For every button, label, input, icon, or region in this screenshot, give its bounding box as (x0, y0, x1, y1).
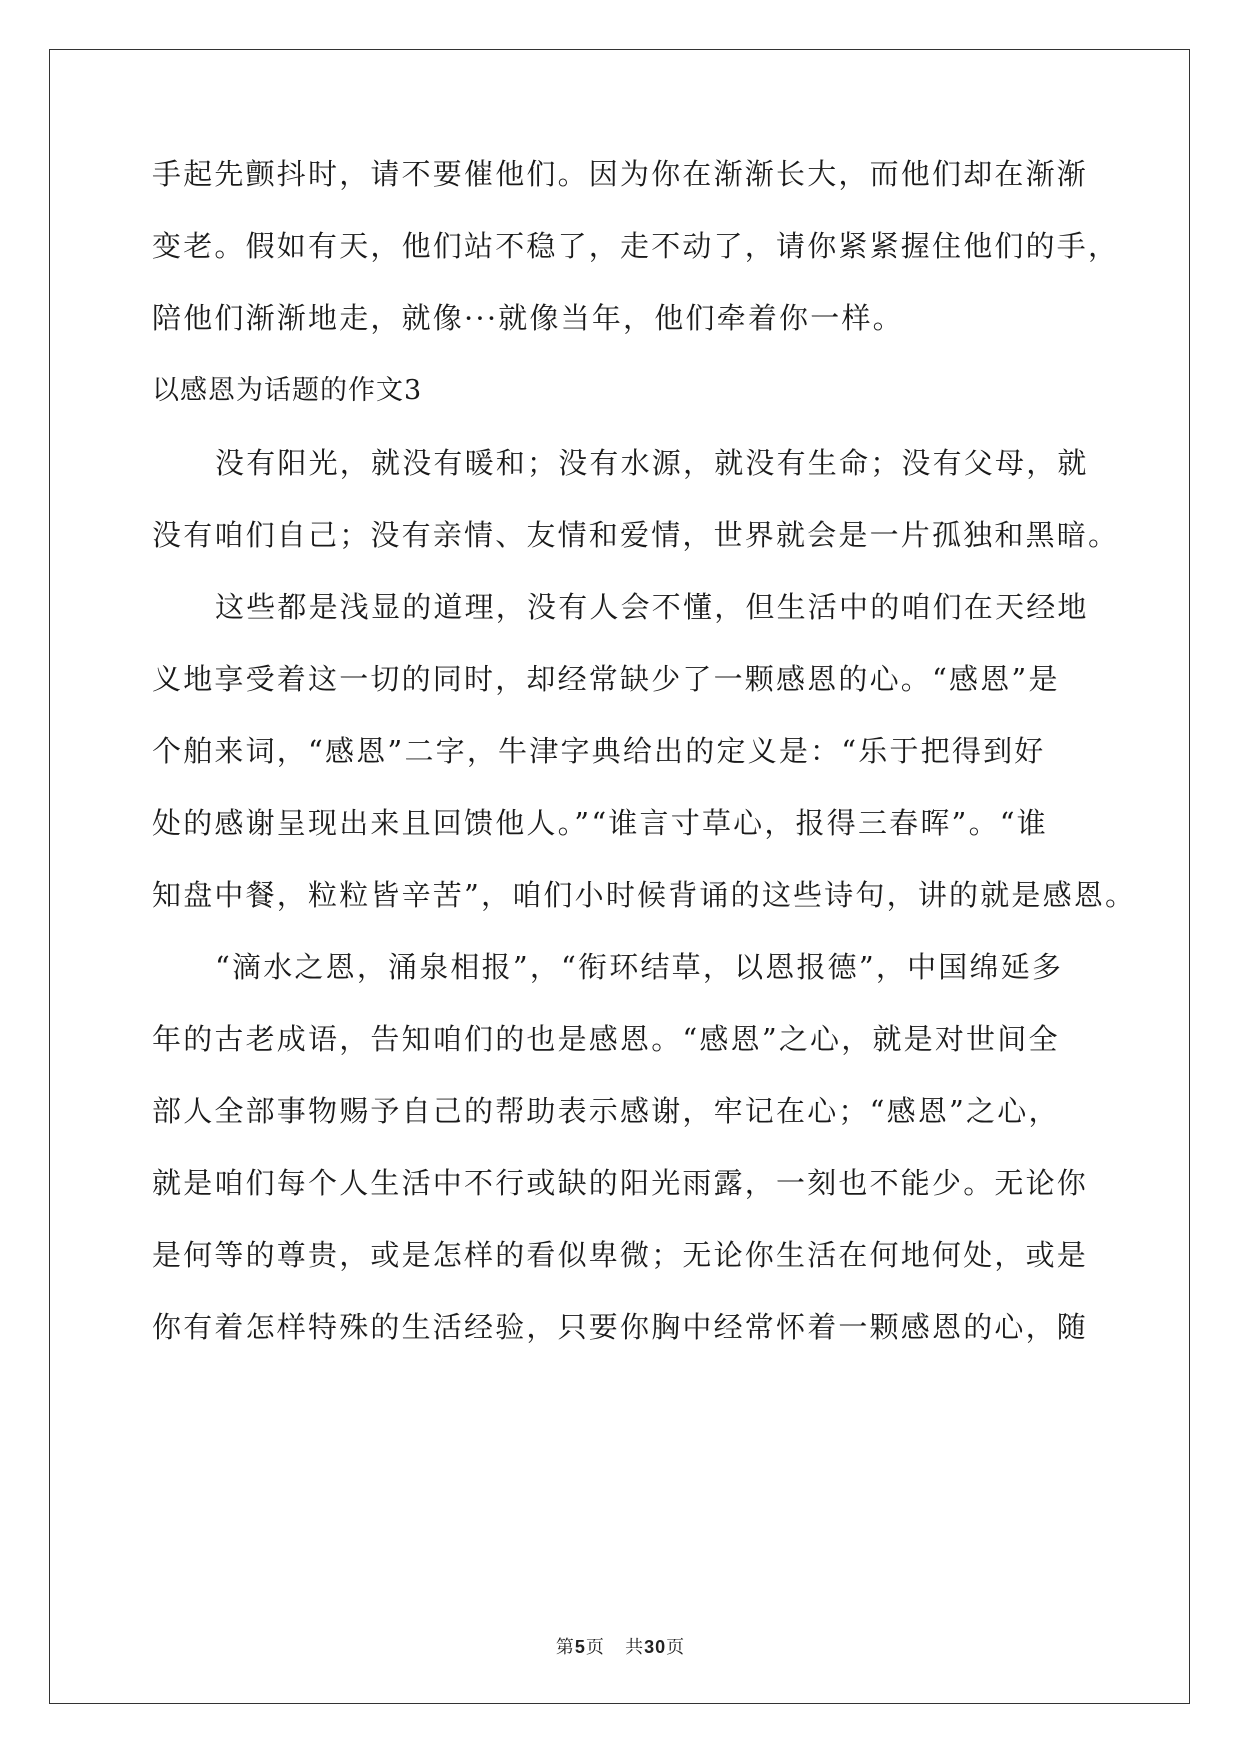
body-text-line: 变老。假如有天，他们站不稳了，走不动了，请你紧紧握住他们的手， (152, 229, 1120, 263)
paragraph-first-line: “滴水之恩，涌泉相报”，“衔环结草，以恩报德”，中国绵延多 (215, 950, 1064, 984)
body-text-line: 你有着怎样特殊的生活经验，只要你胸中经常怀着一颗感恩的心，随 (152, 1310, 1089, 1344)
body-text-line: 年的古老成语，告知咱们的也是感恩。“感恩”之心，就是对世间全 (152, 1022, 1060, 1056)
body-text-line: 是何等的尊贵，或是怎样的看似卑微；无论你生活在何地何处，或是 (152, 1238, 1089, 1272)
footer-total-pages: 30 (644, 1637, 667, 1657)
body-text-line: 就是咱们每个人生活中不行或缺的阳光雨露，一刻也不能少。无论你 (152, 1166, 1089, 1200)
body-text-line: 义地享受着这一切的同时，却经常缺少了一颗感恩的心。“感恩”是 (152, 662, 1060, 696)
footer-page-number: 5 (574, 1637, 586, 1657)
paragraph-first-line: 没有阳光，就没有暖和；没有水源，就没有生命；没有父母，就 (215, 446, 1089, 480)
paragraph-first-line: 这些都是浅显的道理，没有人会不懂，但生活中的咱们在天经地 (215, 590, 1089, 624)
footer-prefix: 第 (555, 1637, 575, 1658)
body-text-line: 处的感谢呈现出来且回馈他人。”“谁言寸草心，报得三春晖”。“谁 (152, 806, 1049, 840)
footer-suffix: 页 (666, 1637, 686, 1658)
section-heading: 以感恩为话题的作文3 (152, 375, 423, 406)
page-footer (0, 1633, 1241, 1659)
footer-middle: 页 共 (585, 1637, 645, 1658)
body-text-line: 陪他们渐渐地走，就像···就像当年，他们牵着你一样。 (152, 301, 904, 335)
body-text-line: 手起先颤抖时，请不要催他们。因为你在渐渐长大，而他们却在渐渐 (152, 157, 1089, 191)
body-text-line: 知盘中餐，粒粒皆辛苦”，咱们小时候背诵的这些诗句，讲的就是感恩。 (152, 878, 1137, 912)
body-text-line: 没有咱们自己；没有亲情、友情和爱情，世界就会是一片孤独和黑暗。 (152, 518, 1120, 552)
body-text-line: 个舶来词，“感恩”二字，牛津字典给出的定义是：“乐于把得到好 (152, 734, 1046, 768)
body-text-line: 部人全部事物赐予自己的帮助表示感谢，牢记在心；“感恩”之心， (152, 1094, 1060, 1128)
